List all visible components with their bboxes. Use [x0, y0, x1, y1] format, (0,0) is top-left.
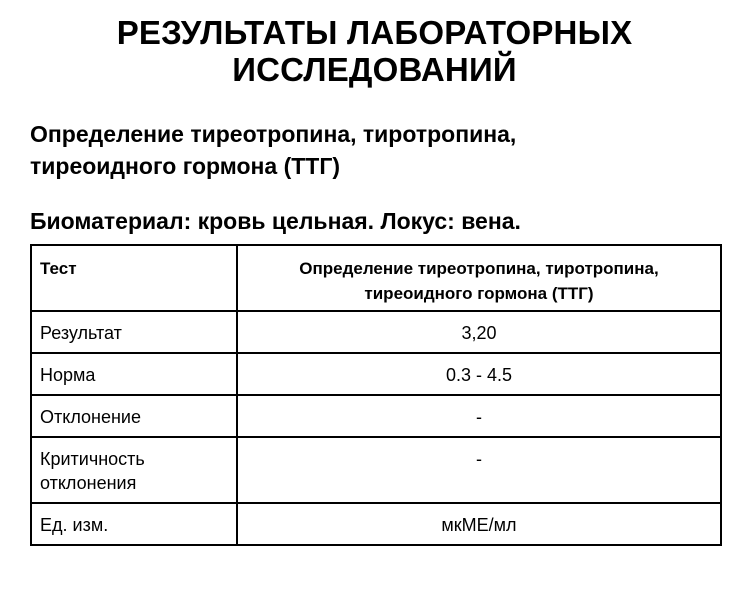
- test-name-heading: [30, 118, 730, 182]
- header-label: Тест: [40, 259, 77, 278]
- label-cell: [31, 395, 237, 437]
- page-title-line-2: ИССЛЕДОВАНИЙ: [232, 51, 517, 88]
- row-label: [32, 438, 236, 495]
- page-title-line-1: РЕЗУЛЬТАТЫ ЛАБОРАТОРНЫХ: [116, 14, 633, 51]
- table-row-deviation-criticality: [31, 437, 721, 503]
- row-label-line-1: Критичность: [40, 449, 145, 469]
- header-test-name-line-1: Определение тиреотропина, тиротропина,: [299, 259, 659, 278]
- table-row-result: [31, 311, 721, 353]
- test-name-line-2: тиреоидного гормона (ТТГ): [30, 153, 341, 179]
- biomaterial-line: Биоматериал: кровь цельная. Локус: вена.: [30, 208, 521, 234]
- table-row-norm: [31, 353, 721, 395]
- value-cell: [237, 437, 721, 503]
- table-header-row: [31, 245, 721, 311]
- table-row-units: [31, 503, 721, 545]
- label-cell: [31, 353, 237, 395]
- row-value: 3,20: [461, 323, 497, 343]
- test-name-line-1: Определение тиреотропина, тиротропина,: [30, 121, 517, 147]
- table-row-deviation: [31, 395, 721, 437]
- row-value: -: [476, 407, 482, 427]
- row-label: Отклонение: [40, 407, 141, 427]
- value-cell: [237, 311, 721, 353]
- row-value: мкМЕ/мл: [441, 515, 517, 535]
- value-cell: [237, 395, 721, 437]
- row-label-line-2: отклонения: [40, 473, 137, 493]
- value-cell: [237, 503, 721, 545]
- row-label: Результат: [40, 323, 122, 343]
- header-label-cell: [31, 245, 237, 311]
- row-label: Ед. изм.: [40, 515, 109, 535]
- header-test-name: [238, 246, 720, 306]
- header-test-name-line-2: тиреоидного гормона (ТТГ): [364, 284, 594, 303]
- header-value-cell: [237, 245, 721, 311]
- label-cell: [31, 503, 237, 545]
- page-title: [0, 14, 749, 88]
- results-table: [30, 244, 722, 546]
- row-value: -: [476, 449, 482, 469]
- row-value: 0.3 - 4.5: [445, 365, 513, 385]
- row-label: Норма: [40, 365, 96, 385]
- label-cell: [31, 437, 237, 503]
- value-cell: [237, 353, 721, 395]
- label-cell: [31, 311, 237, 353]
